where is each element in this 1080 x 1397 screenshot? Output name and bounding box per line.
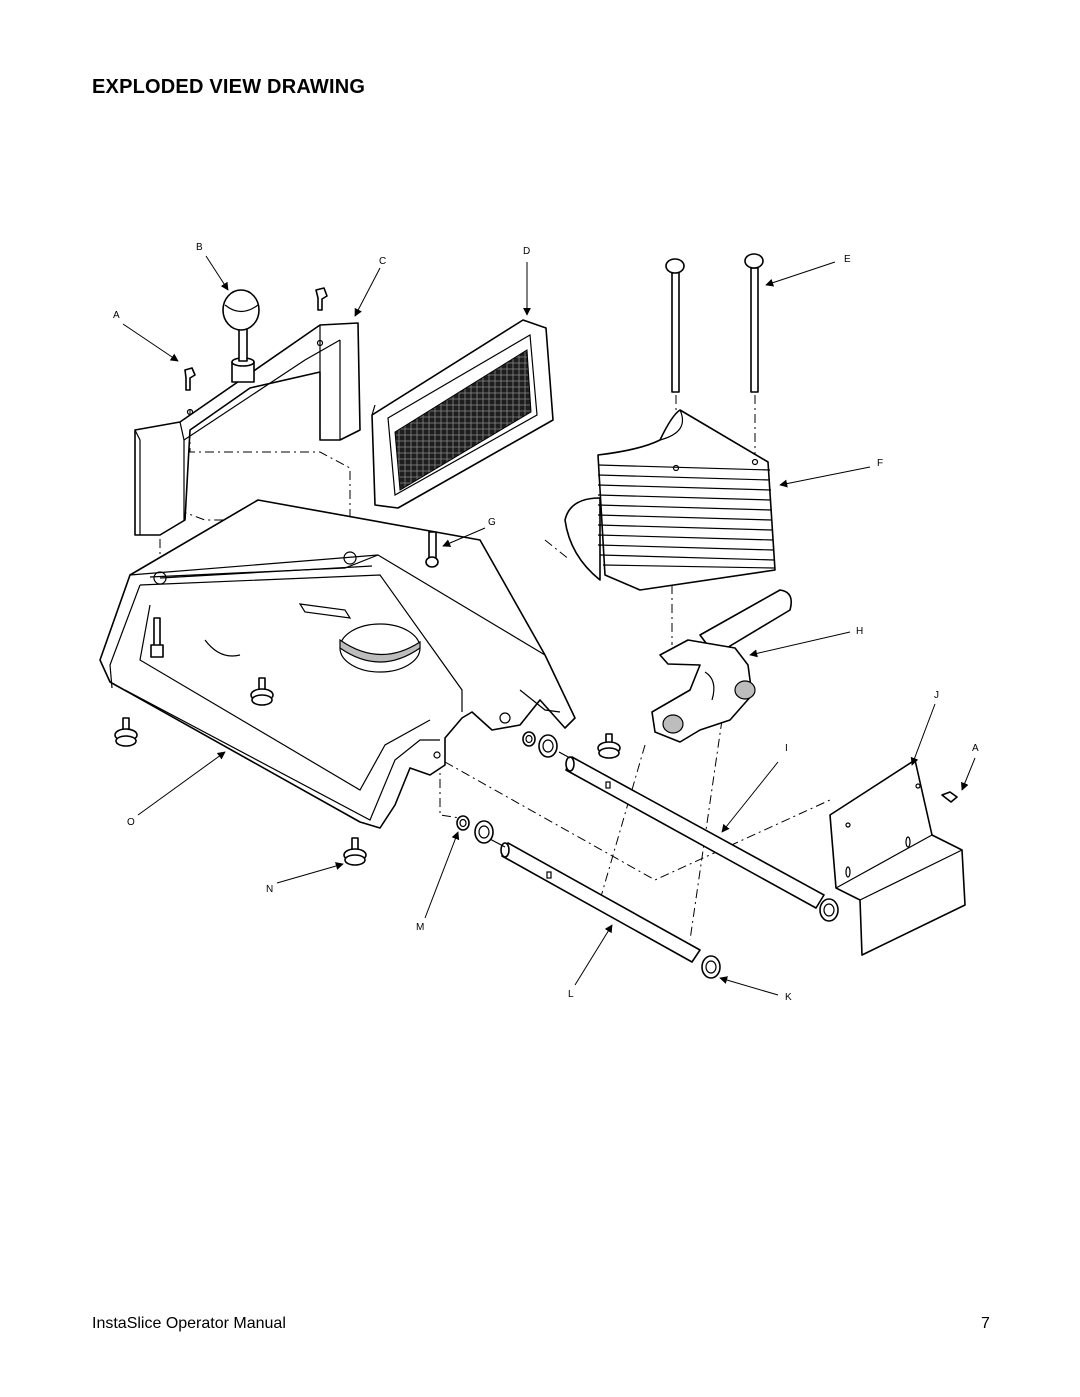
pusher-knob-part-b — [223, 290, 259, 382]
footer-manual-title: InstaSlice Operator Manual — [92, 1315, 286, 1332]
blade-assembly-part-d — [372, 320, 553, 508]
pusher-plate-stack-part-f — [565, 410, 775, 590]
footer-page-number: 7 — [981, 1315, 990, 1332]
shaft-part-l — [488, 838, 700, 962]
tie-rods-part-e — [666, 254, 763, 392]
callout-a-top: A — [113, 310, 120, 321]
callout-k: K — [785, 992, 792, 1003]
callout-a-right: A — [972, 743, 979, 754]
base-frame-part-o — [100, 500, 575, 828]
callout-b: B — [196, 242, 203, 253]
shaft-part-i — [559, 752, 824, 908]
callout-c: C — [379, 256, 387, 267]
callout-i: I — [785, 743, 788, 754]
handle-part-h — [652, 590, 791, 742]
callout-n: N — [266, 884, 274, 895]
callout-l: L — [568, 989, 574, 1000]
callout-g: G — [488, 517, 496, 528]
callout-e: E — [844, 254, 851, 265]
callout-m: M — [416, 922, 425, 933]
callout-o: O — [127, 817, 135, 828]
callout-f: F — [877, 458, 884, 469]
callout-d: D — [523, 246, 531, 257]
callout-h: H — [856, 626, 864, 637]
callout-j: J — [934, 690, 939, 701]
page-title: EXPLODED VIEW DRAWING — [92, 76, 366, 98]
spacers-part-m — [457, 732, 535, 830]
bracket-part-j — [830, 760, 965, 955]
